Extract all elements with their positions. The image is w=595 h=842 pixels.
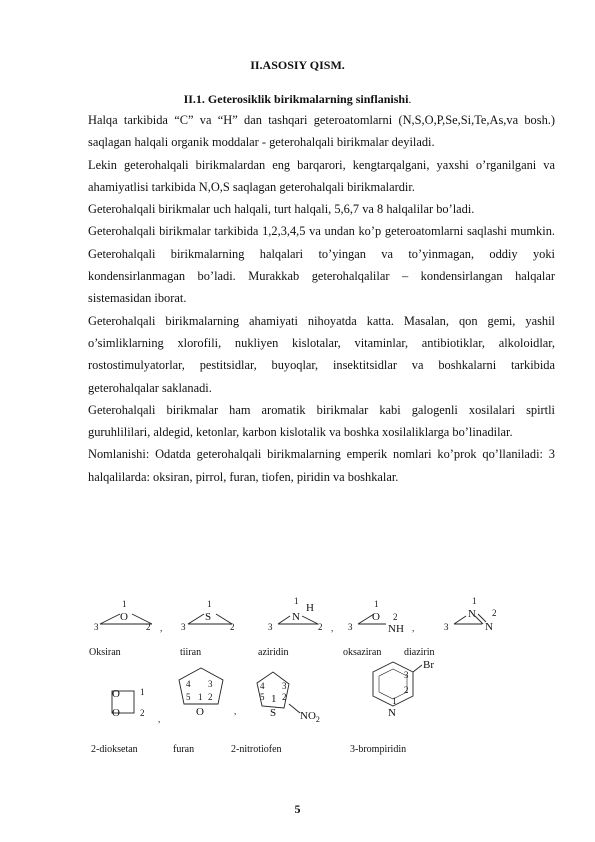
label-oksaziran: oksaziran (343, 647, 382, 658)
paragraph-6: Geterohalqali birikmalar ham aromatik birikmalar kabi galogenli xosilalari spirtli guruhlililari, aldegid, ketonlar, karbon kislotalik va boshka xosilaliklarga bo’linadilar. (88, 402, 555, 440)
label-furan: furan (173, 744, 195, 755)
diazirin-number-3: 3 (444, 622, 449, 632)
brompiridin-bromine-atom: Br (423, 659, 434, 671)
nitrotiofen-number-5: 5 (260, 692, 265, 702)
section-heading: II.ASOSIY QISM. (250, 58, 345, 72)
oksaziran-nh-group: NH (388, 623, 404, 635)
paragraph-7: Nomlanishi: Odatda geterohalqali birikmalarning emperik nomlari ko’prok qo’llaniladi: 3 halqalilarda: oksiran, pirrol, furan, tiofen, piridin va boshkalar. (88, 447, 555, 484)
nitrotiofen-number-4: 4 (260, 681, 265, 691)
paragraph-4: Geterohalqali birikmalar tarkibida 1,2,3,4,5 va undan ko’p geteroatomlarni saqlashi mumkin. Geterohalqali birikmalarning halqalari to’yingan va to’yinmagan, oddiy yoki kondensirlanmagan bo’ladi. Murakkab geterohalqalilar – kondensirlangan halqalar sistemasidan iborat. (88, 224, 555, 306)
oksiran-number-1: 1 (122, 599, 127, 609)
diazirin-nitrogen-atom-1: N (468, 608, 476, 620)
subsection-heading (0, 92, 595, 107)
label-aziridin: aziridin (258, 647, 289, 658)
brompiridin-number-3: 3 (404, 670, 409, 680)
comma-1: , (160, 623, 163, 633)
label-oksiran: Oksiran (89, 647, 121, 658)
diazirin-nitrogen-atom-2: N (485, 621, 493, 633)
tiiran-sulfur-atom: S (205, 611, 212, 623)
brompiridin-number-2: 2 (404, 685, 409, 695)
oksaziran-oxygen-atom: O (372, 611, 380, 623)
label-2-dioksetan: 2-dioksetan (91, 744, 138, 755)
subsection-title: II.1. Geterosiklik birikmalarning sinflanishi (183, 92, 409, 106)
oksiran-number-2: 2 (146, 622, 151, 632)
dioksetan-number-2: 2 (140, 708, 145, 718)
nitro-group-symbol: NO (300, 710, 316, 722)
tiiran-number-1: 1 (207, 599, 212, 609)
oksaziran-number-3: 3 (348, 622, 353, 632)
comma-3: , (331, 623, 334, 633)
dioksetan-number-1: 1 (140, 687, 145, 697)
heterocycle-structures-figure (82, 592, 512, 772)
body-text (88, 109, 555, 488)
label-diazirin: diazirin (404, 647, 435, 658)
nitro-group (300, 710, 320, 724)
comma-6: , (234, 706, 237, 716)
paragraph-1: Halqa tarkibida “C” va “H” dan tashqari geteroatomlarni (N,S,O,P,Se,Si,Te,As,va bosh.) saqlagan halqali organik moddalar - geterohalqali birikmalar deyiladi. (88, 113, 555, 150)
label-tiiran: tiiran (180, 647, 202, 658)
furan-oxygen-atom: O (196, 706, 204, 718)
aziridin-number-1: 1 (294, 596, 299, 606)
aziridin-nitrogen-atom: N (292, 611, 300, 623)
nitrotiofen-number-2: 2 (282, 692, 287, 702)
oksiran-oxygen-atom: O (120, 611, 128, 623)
page-number: 5 (294, 802, 301, 816)
furan-number-3: 3 (208, 679, 213, 689)
oksaziran-number-2: 2 (393, 612, 398, 622)
paragraph-3: Geterohalqali birikmalar uch halqali, turt halqali, 5,6,7 va 8 halqalilar bo’ladi. (88, 202, 475, 217)
nitrotiofen-sulfur-atom: S (270, 707, 277, 719)
furan-number-1: 1 (198, 692, 203, 702)
paragraph-2: Lekin geterohalqali birikmalardan eng barqarori, kengtarqalgani, yaxshi o’rganilgani va ahamiyatlisi tarkibida N,O,S saqlagan geterohalqali birikmalardir. (88, 157, 555, 194)
brompiridin-number-1: 1 (392, 696, 397, 706)
subsection-title-period: . (408, 92, 412, 106)
comma-5: , (158, 714, 161, 724)
aziridin-number-3: 3 (268, 622, 273, 632)
dioksetan-oxygen-atom-2: O (112, 707, 120, 719)
furan-number-2: 2 (208, 692, 213, 702)
oksaziran-number-1: 1 (374, 599, 379, 609)
diazirin-number-1: 1 (472, 596, 477, 606)
brompiridin-nitrogen-atom: N (388, 707, 396, 719)
comma-4: , (412, 623, 415, 633)
oksiran-number-3: 3 (94, 622, 99, 632)
nitrotiofen-number-3: 3 (282, 681, 287, 691)
furan-number-5: 5 (186, 692, 191, 702)
label-3-brompiridin: 3-brompiridin (350, 744, 407, 755)
tiiran-number-2: 2 (230, 622, 235, 632)
tiiran-number-3: 3 (181, 622, 186, 632)
nitrotiofen-number-1: 1 (271, 693, 277, 705)
diazirin-number-2: 2 (492, 608, 497, 618)
aziridin-number-2: 2 (318, 622, 323, 632)
aziridin-hydrogen-atom: H (306, 602, 314, 614)
nitro-group-subscript: 2 (315, 715, 320, 724)
dioksetan-oxygen-atom-1: O (112, 688, 120, 700)
paragraph-5: Geterohalqali birikmalarning ahamiyati nihoyatda katta. Masalan, qon gemi, yashil o’simliklarning xlorofili, nukliyen kislotalar, vitaminlar, antibiotiklar, alkoloidlar, rostostimulyatorlar, pestitsidlar, buyoqlar, insektitsidlar va boshkalarni tarkibida geterohalqalar saklanadi. (88, 313, 555, 395)
furan-number-4: 4 (186, 679, 191, 689)
label-2-nitrotiofen: 2-nitrotiofen (231, 744, 282, 755)
